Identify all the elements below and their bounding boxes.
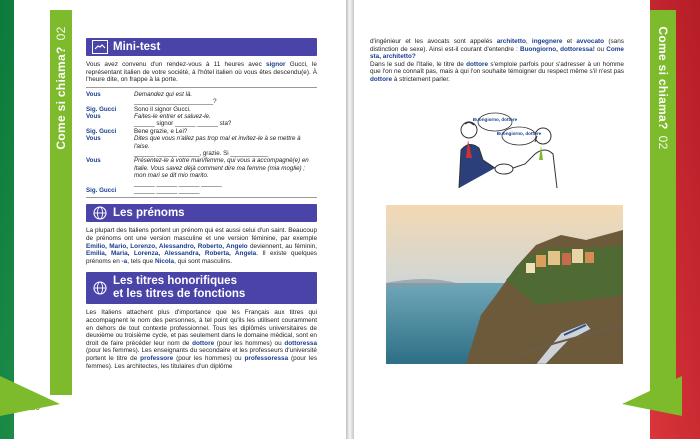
- titres-heading-line1: Les titres honorifiques: [113, 275, 237, 288]
- coastal-village-photo: [386, 205, 623, 364]
- dialog-speaker: Sig. Gucci: [86, 105, 117, 113]
- handshake-illustration: [453, 110, 563, 188]
- right-content: [370, 38, 624, 84]
- dialog-speaker: Vous: [86, 90, 101, 98]
- chapter-title: Come si chiama?: [54, 46, 68, 150]
- chapter-number: 02: [54, 26, 68, 41]
- dialog-row: [86, 135, 317, 150]
- dialog-line: Dites que vous n'allez pas trop mal et invitez-le à se mettre à l'aise.: [134, 135, 301, 150]
- chapter-title: Come si chiama?: [656, 26, 670, 130]
- dialog-speaker: Sig. Gucci: [86, 187, 117, 195]
- dialog-line: ______ ______ ______ ______: [134, 179, 222, 187]
- globe-icon: [92, 206, 108, 220]
- dialog-speaker: [86, 150, 134, 157]
- page-number-left: 16: [30, 402, 41, 412]
- page-number-right: 17: [658, 402, 669, 412]
- dialog-row: [86, 128, 317, 135]
- prenoms-heading: [86, 204, 317, 222]
- speech-bubble-right: Buongiorno, dottore: [496, 131, 542, 136]
- right-paragraph-2: Dans le sud de l'Italie, le titre de dottore s'emploie parfois pour s'adresser à un homme que l'on ne connaît pas, mais à qui l'on souhaite témoigner du respect même s'il n'est pas dottore à strictement parler.: [370, 60, 624, 83]
- titres-heading: [86, 272, 317, 304]
- left-content: [86, 38, 317, 370]
- prenoms-text: La plupart des Italiens portent un prénom qui est aussi celui d'un saint. Beaucoup de prénoms ont une version masculine et une version féminine, par exemple Emilio, Mario, Lorenzo, Alessandro, Roberto, Angelo deviennent, au féminin, Emilia, Maria, Lorenza, Alessandra, Roberta, Angela. Il existe quelques prénoms en -a, tels que Nicola, qui sont masculins.: [86, 227, 317, 265]
- dialog-row: [86, 120, 317, 127]
- dialog-line: Présentez-le à votre mari/femme, qui vous a accompagné(e) en Italie. Vous savez déjà comment dire ma femme (mia moglie) ; mon mari se dit mio marito.: [134, 157, 309, 180]
- minitest-heading-text: Mini-test: [113, 41, 161, 53]
- dialog-row: [86, 98, 317, 105]
- page-corner-right: [622, 376, 682, 416]
- dialog-row: [86, 157, 317, 179]
- right-paragraph-1: d'ingénieur et les avocats sont appelés architetto, ingegnere et avvocato (sans distinction de sexe). Ainsi est-il courant d'entendre : Buongiorno, dottoressa! ou Come sta, architetto?: [370, 38, 624, 61]
- dialog-row: [86, 180, 317, 187]
- dialog-speaker: Vous: [86, 157, 101, 165]
- book-gutter: [346, 0, 354, 439]
- dialog-row: [86, 106, 317, 113]
- globe-icon: [92, 281, 108, 295]
- titres-text: Les Italiens attachent plus d'importance que les Français aux titres qui accompagnent le nom des personnes, à tel point qu'ils les utilisent couramment en dehors de tout contexte professionnel. Tous les diplômés universitaires de deuxième ou troisième cycle, et pas seulement dans le domaine médical, sont en droit de faire précéder leur nom de dottore (pour les hommes) ou dottoressa (pour les femmes). Les enseignants du secondaire et les professeurs d'université portent le titre de professore (pour les hommes) ou professoressa (pour les femmes). Les architectes, les titulaires d'un diplôme: [86, 309, 318, 370]
- dialog-line: Bene grazie, e Lei?: [134, 127, 188, 135]
- dialog-row: [86, 113, 317, 120]
- divider: [86, 197, 317, 198]
- divider: [86, 87, 317, 88]
- prenoms-heading-text: Les prénoms: [113, 207, 185, 220]
- dialog-row: [86, 150, 317, 157]
- speech-bubble-left: Buongiorno, dottore: [472, 117, 518, 122]
- minitest-intro: Vous avez convenu d'un rendez-vous à 11 heures avec signor Gucci, le représentant italien de votre société, à l'hôtel italien où vous êtes descendu(e). À l'heure dite, on frappe à la porte.: [86, 61, 317, 84]
- dialog-line: ______ signor ______ ______ sta?: [134, 120, 232, 128]
- dialog-speaker: Vous: [86, 113, 101, 120]
- chapter-number: 02: [656, 135, 670, 150]
- handshake-icon: [92, 40, 108, 54]
- dialog-speaker: [86, 180, 134, 187]
- dialog-line: ______ ______ ______: [134, 187, 200, 195]
- chapter-side-tab-left: [50, 10, 72, 395]
- dialog-row: [86, 187, 317, 194]
- dialog-line: Faites-le entrer et saluez-le.: [134, 113, 211, 120]
- minitest-dialog: [86, 91, 317, 195]
- dialog-speaker: [86, 120, 134, 127]
- dialog-speaker: [86, 98, 134, 105]
- chapter-side-tab-right: [650, 10, 676, 395]
- titres-heading-line2: et les titres de fonctions: [113, 288, 246, 301]
- dialog-speaker: Sig. Gucci: [86, 127, 117, 135]
- minitest-heading: [86, 38, 317, 56]
- dialog-speaker: Vous: [86, 135, 101, 143]
- dialog-line: ______ ______ ______, grazie. Si ___________: [134, 150, 269, 158]
- dialog-line: Demandez qui est là.: [134, 90, 193, 98]
- dialog-line: Sono il signor Gucci.: [134, 105, 191, 113]
- dialog-row: [86, 91, 317, 98]
- dialog-line: _______________________?: [134, 98, 217, 106]
